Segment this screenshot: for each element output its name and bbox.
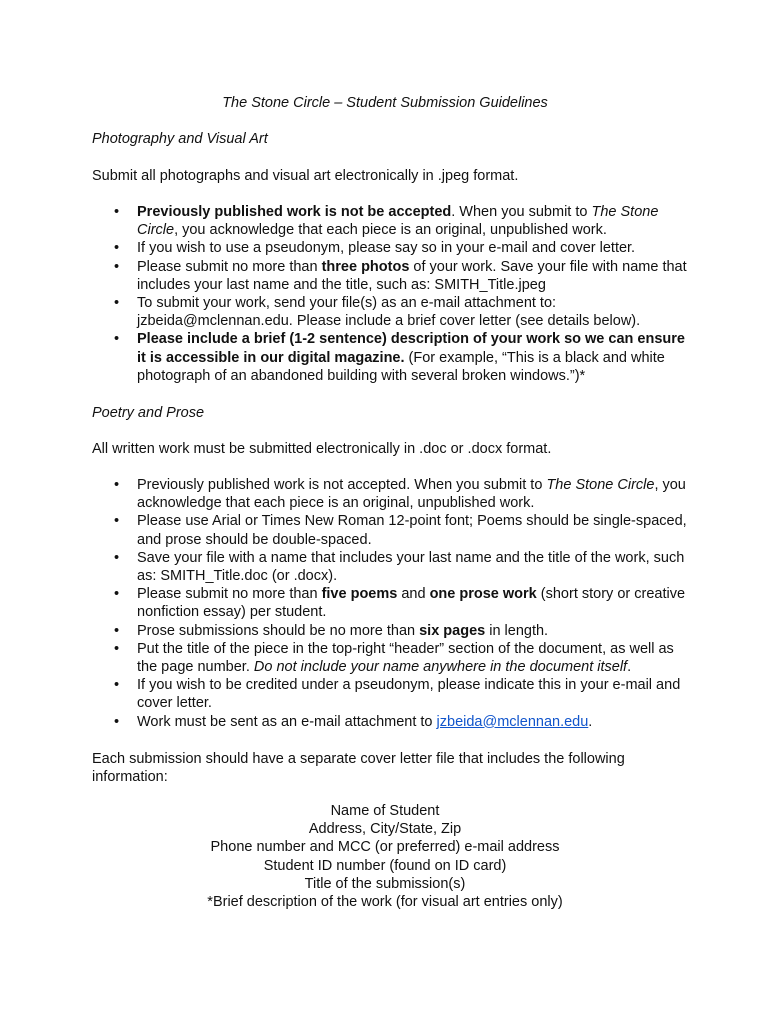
item-text: of your work. Save your file with name that includes your last name and the title, such as: SMITH_Title.jpeg: [137, 258, 687, 293]
item-text: If you wish to be credited under a pseudonym, please indicate this in your e-mail and cover letter.: [137, 677, 681, 712]
emphasis-text: five poems: [321, 586, 398, 603]
list-item: [92, 640, 692, 676]
emphasis-text: three photos: [321, 258, 410, 275]
emphasis-text: six pages: [419, 622, 486, 639]
bullet-icon: •: [114, 677, 120, 694]
prose-guidelines-list: [92, 476, 692, 731]
cover-letter-intro: Each submission should have a separate cover letter file that includes the following information:: [92, 751, 625, 785]
magazine-name: The Stone Circle: [137, 204, 659, 239]
list-item: [92, 203, 692, 239]
magazine-name: The Stone Circle: [546, 477, 655, 493]
bullet-icon: •: [114, 204, 120, 220]
requirement-line: *Brief description of the work (for visual art entries only): [207, 894, 563, 911]
item-text: Put the title of the piece in the top-right “header” section of the document, as well as the page number.: [137, 640, 674, 676]
list-item: [92, 676, 692, 712]
list-item: [92, 585, 692, 621]
photo-section-heading: Photography and Visual Art: [92, 131, 268, 147]
bullet-icon: •: [114, 640, 120, 657]
list-item: [92, 622, 692, 640]
item-text: If you wish to use a pseudonym, please say so in your e-mail and cover letter.: [137, 240, 636, 257]
document-title: The Stone Circle – Student Submission Guidelines: [222, 95, 548, 111]
item-text: Please submit no more than: [137, 258, 322, 275]
bullet-icon: •: [114, 622, 120, 639]
requirement-line: Student ID number (found on ID card): [263, 857, 507, 874]
emphasis-text: one prose work: [429, 586, 537, 603]
item-text: Save your file with a name that includes your last name and the title of the work, such as: SMITH_Title.doc (or .docx).: [137, 549, 685, 585]
prose-section-intro: All written work must be submitted electronically in .doc or .docx format.: [92, 441, 552, 457]
item-text: (For example, “This is a black and white photograph of an abandoned building with several broken windows.”)*: [137, 349, 665, 384]
emphasis-text: Previously published work is not be accepted: [137, 204, 452, 220]
list-item: [92, 713, 692, 731]
list-item: [92, 476, 692, 512]
item-text: and: [397, 586, 430, 603]
list-item: [92, 330, 692, 385]
requirement-line: Address, City/State, Zip: [308, 821, 462, 838]
list-item: [92, 549, 692, 585]
bullet-icon: •: [114, 331, 120, 348]
item-text: . When you submit to: [451, 204, 592, 220]
requirement-line: Name of Student: [330, 803, 440, 819]
item-text: Please submit no more than: [137, 586, 322, 603]
bullet-icon: •: [114, 549, 120, 566]
bullet-icon: •: [114, 295, 120, 312]
requirement-line: Title of the submission(s): [304, 875, 466, 892]
item-text: in length.: [485, 622, 549, 639]
email-link[interactable]: jzbeida@mclennan.edu: [436, 713, 589, 730]
bullet-icon: •: [114, 240, 120, 257]
item-text: Work must be sent as an e-mail attachment to: [137, 713, 437, 730]
prose-section-heading: Poetry and Prose: [92, 405, 205, 421]
item-text: To submit your work, send your file(s) as an e-mail attachment to: jzbeida@mclennan.edu. Please include a brief cover letter (see details below).: [137, 295, 641, 330]
photo-section-intro: Submit all photographs and visual art electronically in .jpeg format.: [92, 168, 519, 184]
list-item: [92, 512, 692, 548]
item-text: (short story or creative nonfiction essay) per student.: [137, 586, 686, 621]
bullet-icon: •: [114, 513, 120, 530]
item-text: Please use Arial or Times New Roman 12-point font; Poems should be single-spaced, and prose should be double-spaced.: [137, 513, 687, 548]
bullet-icon: •: [114, 586, 120, 603]
list-item: [92, 258, 692, 294]
item-text: .: [627, 659, 632, 676]
emphasis-italic-text: Do not include your name anywhere in the document itself: [253, 659, 628, 676]
item-text: , you acknowledge that each piece is an original, unpublished work.: [137, 477, 686, 512]
item-text: , you acknowledge that each piece is an original, unpublished work.: [174, 222, 607, 239]
bullet-icon: •: [114, 477, 120, 493]
requirement-line: Phone number and MCC (or preferred) e-mail address: [210, 839, 560, 856]
emphasis-text: Please include a brief (1-2 sentence) description of your work so we can ensure it is accessible in our digital magazine.: [137, 331, 685, 366]
photo-guidelines-list: [92, 203, 692, 385]
bullet-icon: •: [114, 713, 120, 730]
cover-letter-requirements: [0, 802, 770, 911]
bullet-icon: •: [114, 258, 120, 275]
item-text: Previously published work is not accepted. When you submit to: [137, 477, 547, 493]
list-item: [92, 294, 692, 330]
item-text: .: [588, 713, 593, 730]
item-text: Prose submissions should be no more than: [137, 622, 420, 639]
list-item: [92, 239, 692, 257]
